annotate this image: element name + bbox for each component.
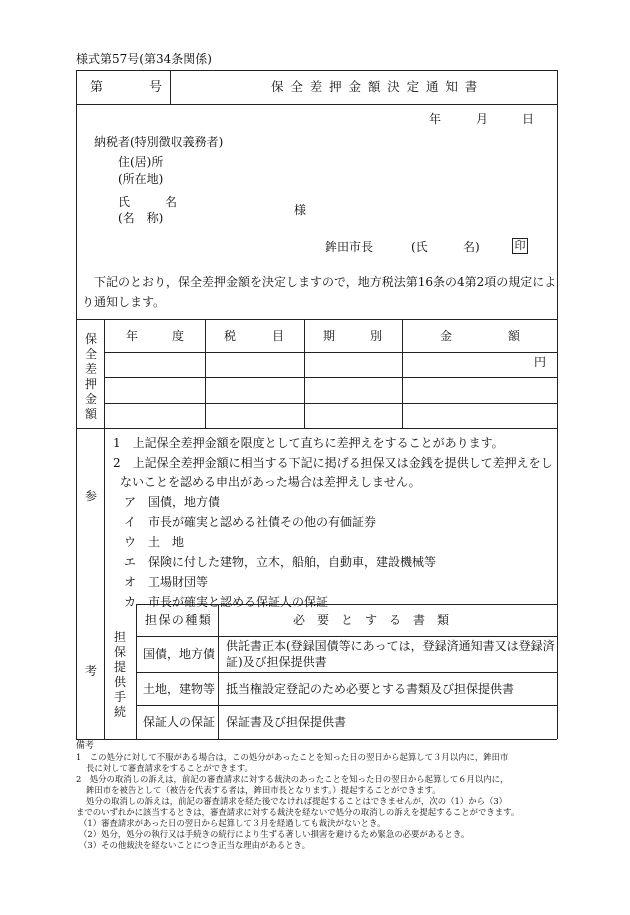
name-label-b: 名 <box>165 195 178 209</box>
remarks-line-9: （3）その他裁決を経ないことにつき正当な理由があるとき。 <box>79 840 310 850</box>
col-header-period-b: 別 <box>370 329 383 343</box>
procedure-header-docs: 必 要 と す る 書 類 <box>293 613 450 627</box>
seal-mark: 印 <box>512 238 528 254</box>
remarks-line-4: 鉾田市を被告として（被告を代表する者は，鉾田市長となります。）提起することができます。 <box>86 785 441 795</box>
procedure-row-1-docs-1: 供託書正本(登録国債等にあっては，登録済通知書又は登録済 <box>226 639 555 653</box>
number-label: 第 <box>90 80 104 95</box>
remarks-line-2: 長に対して審査請求をすることができます。 <box>86 763 253 773</box>
reference-item-2-cont: ないことを認める申出があった場合は差押えしません。 <box>120 475 421 489</box>
col-header-amount-a: 金 <box>440 329 453 343</box>
remarks-line-8: （2）処分，処分の執行又は手続きの続行により生ずる著しい損害を避けるため緊急の必要があるとき。 <box>79 829 470 839</box>
name-sub-label: (名 称) <box>118 211 164 225</box>
collateral-i: イ 市長が確実と認める社債その他の有価証券 <box>124 515 377 529</box>
number-suffix: 号 <box>149 80 163 95</box>
address-sub-label: (所在地) <box>118 172 164 186</box>
reference-item-1: 1 上記保全差押金額を限度として直ちに差押えをすることがあります。 <box>113 436 504 450</box>
address-label: 住(居)所 <box>118 155 164 169</box>
issuer-name-close: 名) <box>463 240 480 254</box>
collateral-a: ア 国債，地方債 <box>124 495 221 509</box>
form-id: 様式第57号(第34条関係) <box>76 52 212 66</box>
procedure-row-3-type: 保証人の保証 <box>143 715 216 729</box>
col-header-tax-b: 目 <box>272 329 285 343</box>
procedure-row-2-type: 土地，建物等 <box>143 682 216 696</box>
remarks-line-7: （1）審査請求があった日の翌日から起算して３月を経過しても裁決がないとき。 <box>79 818 386 828</box>
collateral-o: オ 工場財団等 <box>124 575 209 589</box>
col-header-year-b: 度 <box>172 329 185 343</box>
reference-item-2: 2 上記保全差押金額に相当する下記に掲げる担保又は金銭を提供して差押えをし <box>113 456 553 470</box>
remarks-line-3: 2 処分の取消しの訴えは，前記の審査請求に対する裁決のあったことを知った日の翌日から起算して６月以内に， <box>76 774 509 784</box>
taxpayer-label: 納税者(特別徴収義務者) <box>94 135 224 149</box>
remarks-title: 備考 <box>76 741 95 751</box>
collateral-e: エ 保険に付した建物，立木，船舶，自動車，建設機械等 <box>124 555 437 569</box>
honorific: 様 <box>294 203 307 217</box>
issuer-name-open: (氏 <box>411 240 428 254</box>
collateral-u: ウ 土 地 <box>124 535 185 549</box>
col-header-tax-a: 税 <box>224 329 237 343</box>
procedure-row-1-docs-2: 証)及び担保提供書 <box>226 655 327 669</box>
date-year: 年 <box>429 112 442 126</box>
collateral-ka: カ 市長が確実と認める保証人の保証 <box>124 595 329 609</box>
date-month: 月 <box>476 112 489 126</box>
body-line-2: り通知します。 <box>82 295 166 309</box>
reference-label-top: 参 <box>85 489 98 503</box>
name-label-a: 氏 <box>118 195 131 209</box>
issuer-title: 鉾田市長 <box>325 240 374 254</box>
col-header-year-a: 年 <box>126 329 139 343</box>
remarks-line-1: 1 この処分に対して不服がある場合は，この処分があったことを知った日の翌日から起算して３月以内に，鉾田市 <box>76 752 509 762</box>
procedure-row-3-docs: 保証書及び担保提供書 <box>226 715 347 729</box>
currency-unit: 円 <box>534 355 547 369</box>
remarks-line-5: 処分の取消しの訴えは，前記の審査請求を経た後でなければ提起することはできませんが，次の（1）から（3） <box>86 796 508 806</box>
body-line-1: 下記のとおり，保全差押金額を決定しますので，地方税法第16条の4第2項の規定によ <box>94 275 557 289</box>
col-header-amount-b: 額 <box>508 329 521 343</box>
col-header-period-a: 期 <box>323 329 336 343</box>
document-title: 保全差押金額決定通知書 <box>271 79 485 94</box>
reference-label-bottom: 考 <box>85 664 98 678</box>
procedure-row-1-type: 国債，地方債 <box>143 647 216 661</box>
procedure-header-type: 担保の種類 <box>145 613 213 627</box>
date-day: 日 <box>522 112 535 126</box>
remarks-line-6: までのいずれかに該当するときは，審査請求に対する裁決を経ないで処分の取消しの訴えを提起することができます。 <box>76 807 520 817</box>
procedure-row-2-docs: 抵当権設定登記のため必要とする書類及び担保提供書 <box>226 682 515 696</box>
